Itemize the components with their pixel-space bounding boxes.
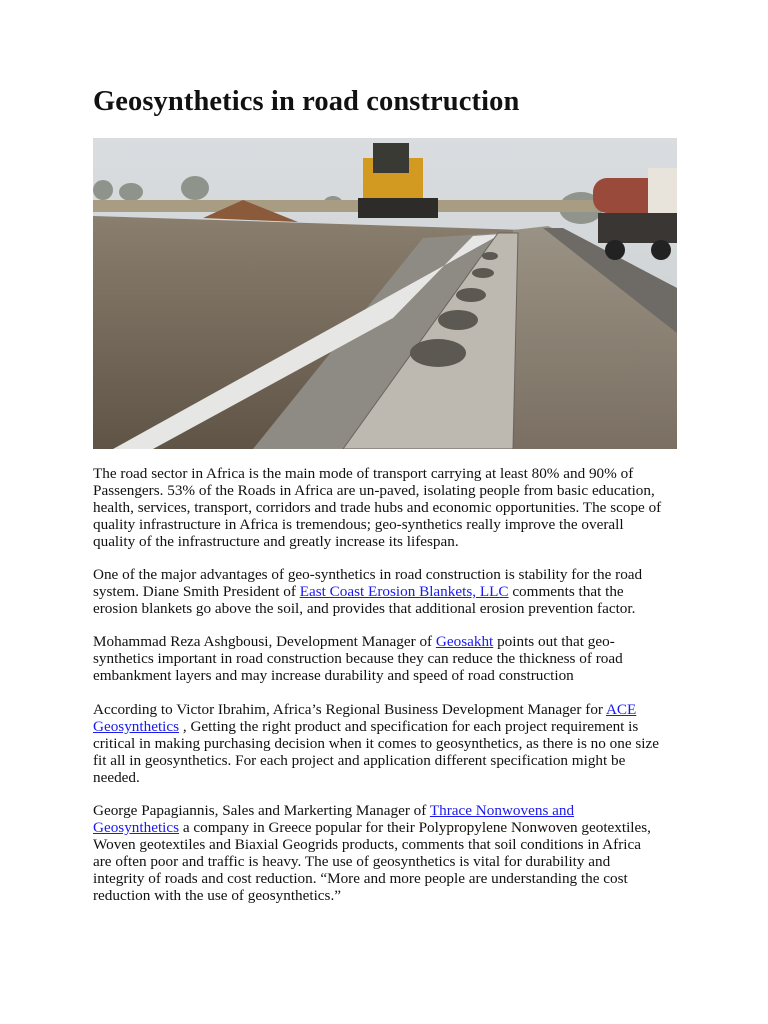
text-line — [93, 465, 633, 482]
text-segment: fit all in geosynthetics. For each project and application different specification might be — [93, 751, 626, 769]
text-line — [93, 533, 459, 550]
text-segment: One of the major advantages of geo-synthetics in road construction is stability for the road — [93, 566, 643, 583]
text-segment: are often poor and traffic is heavy. The use of geosynthetics is vital for durability and — [93, 852, 611, 870]
text-segment: needed. — [93, 768, 140, 786]
text-segment: critical in making purchasing decision when it comes to geosynthetics, as there is no one size — [93, 734, 660, 752]
text-line — [93, 887, 341, 904]
text-line — [93, 870, 628, 887]
text-segment: embankment layers and may increase durability and speed of road construction — [93, 666, 574, 684]
text-segment: Mohammad Reza Ashgbousi, Development Manager of — [93, 633, 436, 650]
text-line — [93, 701, 636, 718]
text-line — [93, 769, 140, 786]
text-segment: , Getting the right product and specification for each project requirement is — [179, 717, 639, 735]
company-link[interactable]: Thrace Nonwovens and — [429, 802, 575, 819]
road-construction-photo — [93, 138, 677, 449]
text-line — [93, 802, 574, 819]
text-segment: system. Diane Smith President of — [93, 582, 300, 600]
text-segment: reduction with the use of geosynthetics.” — [93, 886, 341, 904]
text-line — [93, 516, 624, 533]
text-segment: health, services, transport, corridors and trade hubs and economic opportunities. The scope of — [93, 498, 662, 516]
text-line — [93, 650, 623, 667]
text-line — [93, 718, 638, 735]
text-line — [93, 499, 661, 516]
text-segment: quality of the infrastructure and greatly increase its lifespan. — [93, 532, 459, 550]
company-link[interactable]: Geosynthetics — [93, 717, 180, 735]
text-line — [93, 583, 624, 600]
text-segment: Woven geotextiles and Biaxial Geogrids products, comments that soil conditions in Africa — [93, 835, 641, 853]
text-segment: According to Victor Ibrahim, Africa’s Regional Business Development Manager for — [93, 701, 606, 718]
text-segment: George Papagiannis, Sales and Markerting Manager of — [93, 802, 430, 819]
text-line — [93, 566, 642, 583]
company-link[interactable]: Geosakht — [435, 633, 494, 650]
text-segment: points out that geo- — [493, 633, 615, 650]
company-link[interactable]: Geosynthetics — [93, 818, 180, 836]
company-link[interactable]: East Coast Erosion Blankets, LLC — [299, 582, 509, 600]
text-line — [93, 819, 651, 836]
company-link[interactable]: ACE — [605, 701, 637, 718]
text-segment: a company in Greece popular for their Polypropylene Nonwoven geotextiles, — [179, 818, 651, 836]
text-line — [93, 752, 625, 769]
text-line — [93, 735, 659, 752]
text-segment: integrity of roads and cost reduction. “More and more people are understanding the cost — [93, 869, 628, 887]
text-line — [93, 600, 635, 617]
text-segment: erosion blankets go above the soil, and provides that additional erosion prevention factor. — [93, 599, 636, 617]
text-segment: synthetics important in road construction because they can reduce the thickness of road — [93, 649, 623, 667]
text-segment: comments that the — [508, 582, 624, 600]
page-title: Geosynthetics in road construction — [93, 86, 520, 117]
text-line — [93, 482, 655, 499]
text-line — [93, 836, 641, 853]
text-segment: quality infrastructure in Africa is tremendous; geo-synthetics really improve the overall — [93, 515, 624, 533]
text-segment: The road sector in Africa is the main mode of transport carrying at least 80% and 90% of — [93, 465, 634, 482]
text-segment: Passengers. 53% of the Roads in Africa are un-paved, isolating people from basic education, — [93, 481, 655, 499]
text-line — [93, 667, 574, 684]
text-line — [93, 853, 610, 870]
text-line — [93, 633, 615, 650]
